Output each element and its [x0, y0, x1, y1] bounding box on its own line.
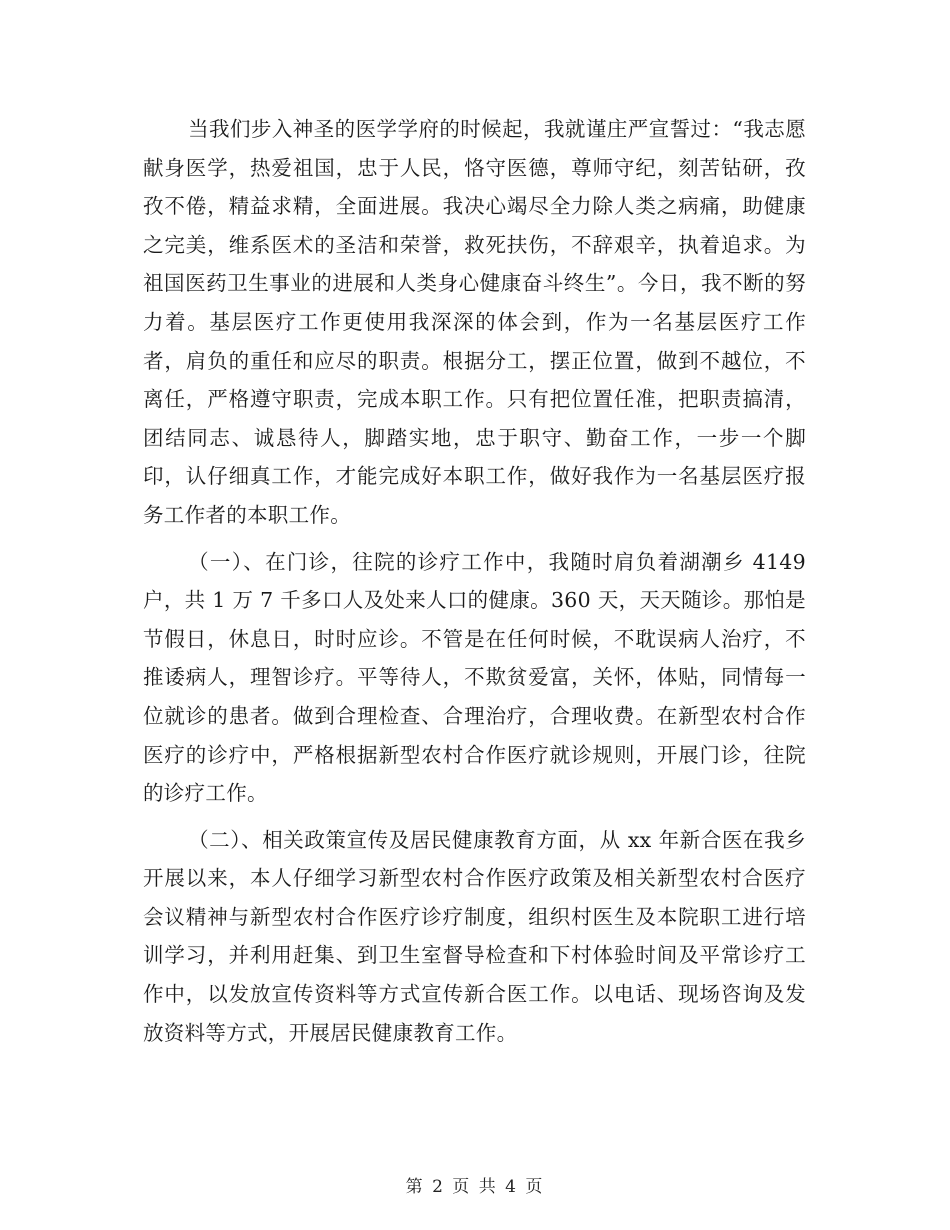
- paragraph-outpatient: （一）、在门诊，往院的诊疗工作中，我随时肩负着湖潮乡 4149 户，共 1 万 7 千多口人及处来人口的健康。360 天，天天随诊。那怕是节假日，休息日，时时应诊。不管是在任何时候，不耽误病人治疗，不推诿病人，理智诊疗。平等待人，不欺贫爱富，关怀，体贴，同情每一位就诊的患者。做到合理检查、合理治疗，合理收费。在新型农村合作医疗的诊疗中，严格根据新型农村合作医疗就诊规则，开展门诊，往院的诊疗工作。: [143, 549, 806, 806]
- document-body: [143, 110, 806, 1060]
- paragraph-oath: 当我们步入神圣的医学学府的时候起，我就谨庄严宣誓过：“我志愿献身医学，热爱祖国，忠于人民，恪守医德，尊师守纪，刻苦钻研，孜孜不倦，精益求精，全面进展。我决心竭尽全力除人类之病痛，助健康之完美，维系医术的圣洁和荣誉，救死扶伤，不辞艰辛，执着追求。为祖国医药卫生事业的进展和人类身心健康奋斗终生”。今日，我不断的努力着。基层医疗工作更使用我深深的体会到，作为一名基层医疗工作者，肩负的重任和应尽的职责。根据分工，摆正位置，做到不越位，不离任，严格遵守职责，完成本职工作。只有把位置任准，把职责搞清，团结同志、诚恳待人，脚踏实地，忠于职守、勤奋工作，一步一个脚印，认仔细真工作，才能完成好本职工作，做好我作为一名基层医疗报务工作者的本职工作。: [143, 117, 806, 527]
- paragraph-policy-education: （二）、相关政策宣传及居民健康教育方面，从 xx 年新合医在我乡开展以来，本人仔细学习新型农村合作医疗政策及相关新型农村合医疗会议精神与新型农村合作医疗诊疗制度，组织村医生及本院职工进行培训学习，并利用赶集、到卫生室督导检查和下村体验时间及平常诊疗工作中，以发放宣传资料等方式宣传新合医工作。以电话、现场咨询及发放资料等方式，开展居民健康教育工作。: [143, 827, 806, 1045]
- page-number-footer: 第 2 页 共 4 页: [405, 1177, 545, 1197]
